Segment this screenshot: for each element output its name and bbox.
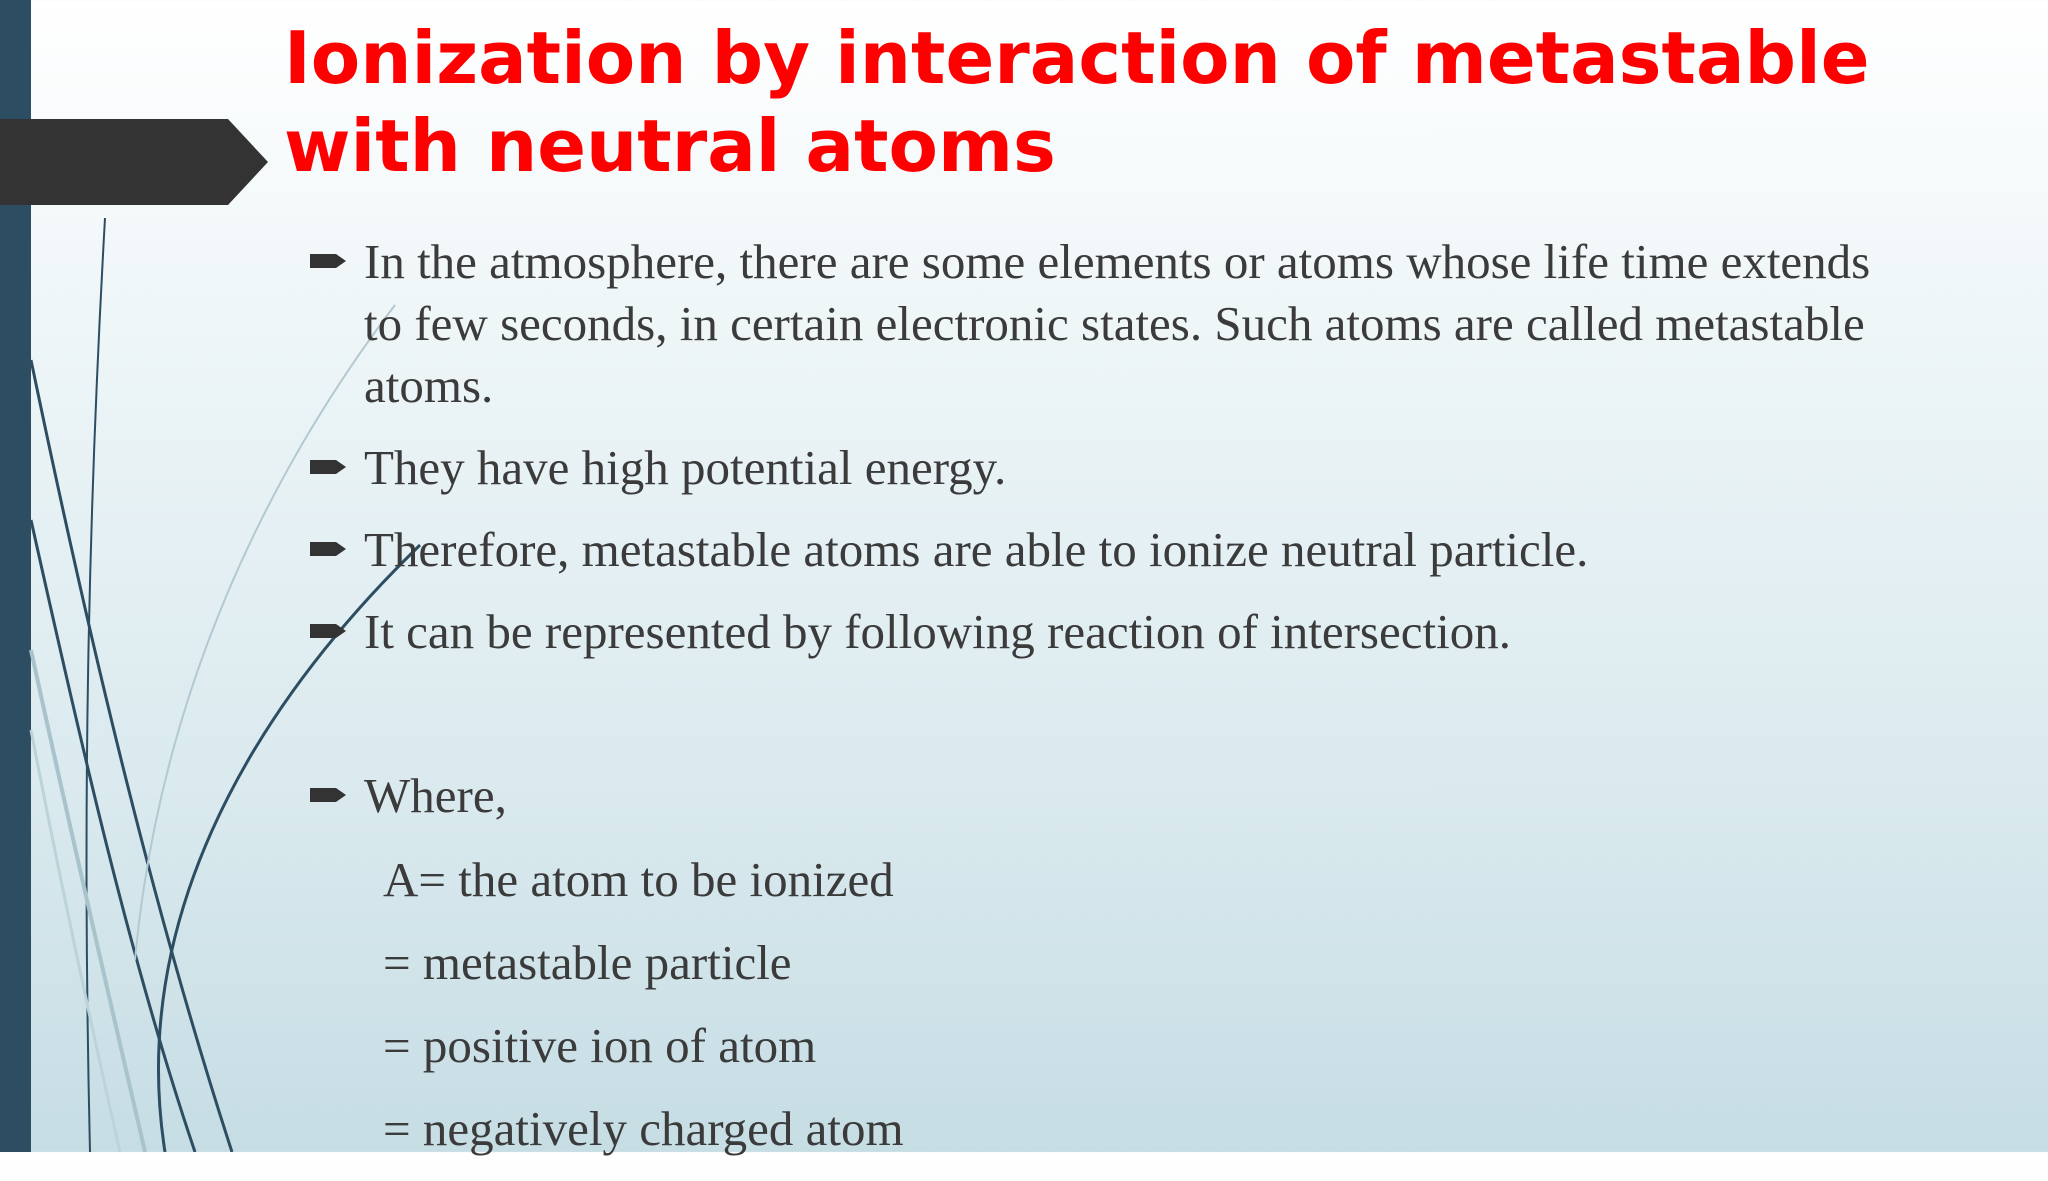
bullet-text: They have high potential energy. [364,440,1007,495]
slide-title: Ionization by interaction of metastable with neutral atoms [284,16,1870,188]
arrow-bullet-icon [310,539,348,559]
bullet-text: Therefore, metastable atoms are able to ionize neutral particle. [364,522,1589,577]
arrow-bullet-icon [310,251,348,271]
arrow-bullet-icon [310,457,348,477]
arrow-bullet-icon [310,785,348,805]
title-arrow-shape [0,119,270,205]
definition-list [383,849,904,1181]
definition-line: A= the atom to be ionized [383,852,894,907]
bullet-text: It can be represented by following reaction of intersection. [364,604,1511,659]
bullet-item [310,519,1890,581]
bullet-item [310,765,1890,827]
bullet-item [310,231,1890,417]
bullet-item [310,437,1890,499]
bullet-list [310,231,1890,827]
definition-line: = negatively charged atom [383,1101,904,1156]
arrow-bullet-icon [310,621,348,641]
bullet-text: Where, [364,768,507,823]
bullet-text: In the atmosphere, there are some elements or atoms whose life time extends to few seconds, in certain electronic states. Such atoms are called metastable atoms. [364,234,1871,413]
definition-line: = metastable particle [383,935,792,990]
definition-line: = positive ion of atom [383,1018,817,1073]
bullet-item [310,601,1890,663]
